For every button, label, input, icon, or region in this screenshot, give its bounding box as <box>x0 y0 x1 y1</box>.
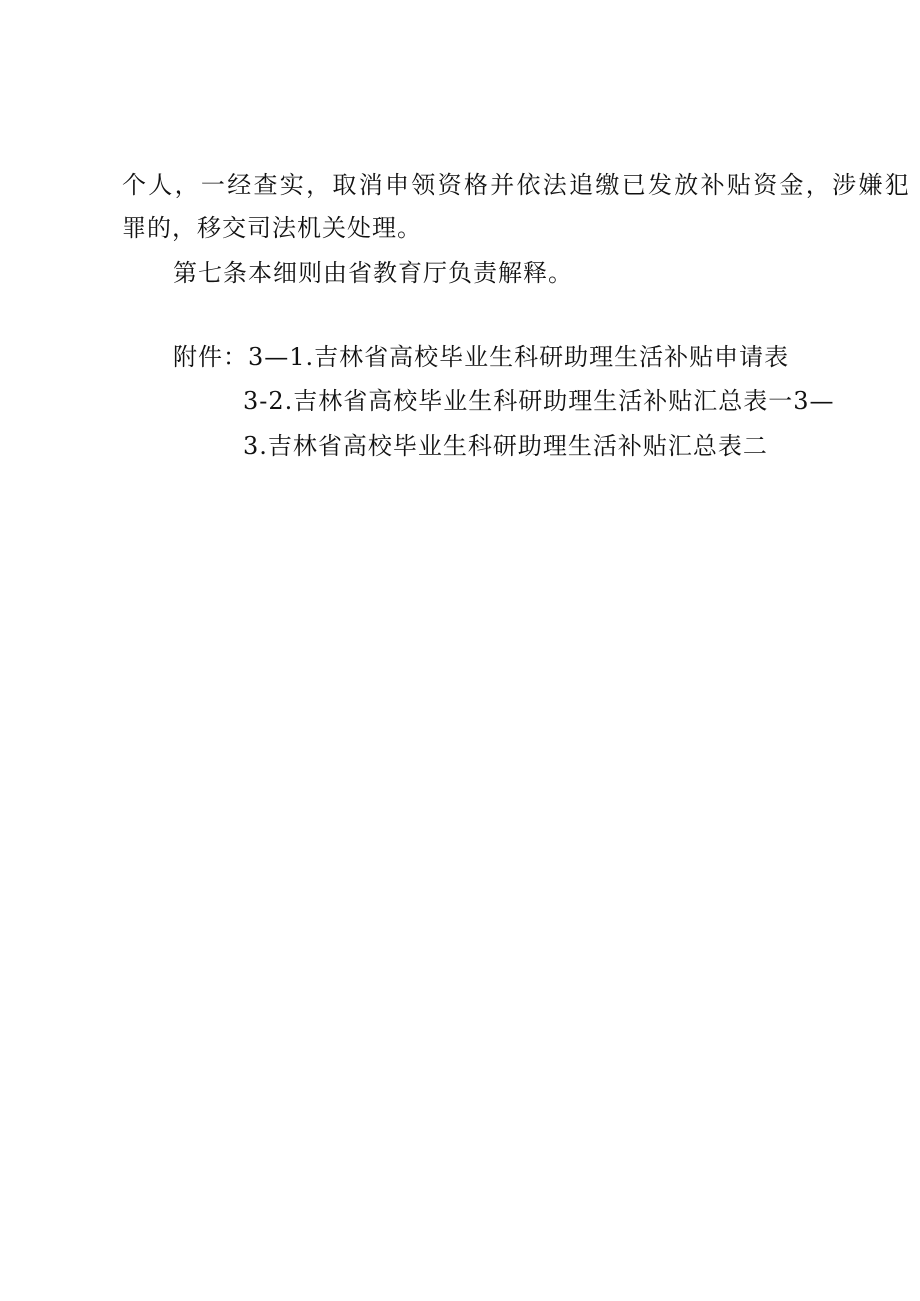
paragraph-text-line: 罪的，移交司法机关处理。 <box>122 214 422 242</box>
attachments-line: 3.吉林省高校毕业生科研助理生活补贴汇总表二 <box>243 432 768 460</box>
attachments-line: 3-2.吉林省高校毕业生科研助理生活补贴汇总表一3— <box>243 387 835 415</box>
attachments-line: 附件：3—1.吉林省高校毕业生科研助理生活补贴申请表 <box>173 343 790 371</box>
article-seven-text: 第七条本细则由省教育厅负责解释。 <box>173 259 573 287</box>
paragraph-text-line: 个人，一经查实，取消申领资格并依法追缴已发放补贴资金，涉嫌犯 <box>122 171 911 199</box>
